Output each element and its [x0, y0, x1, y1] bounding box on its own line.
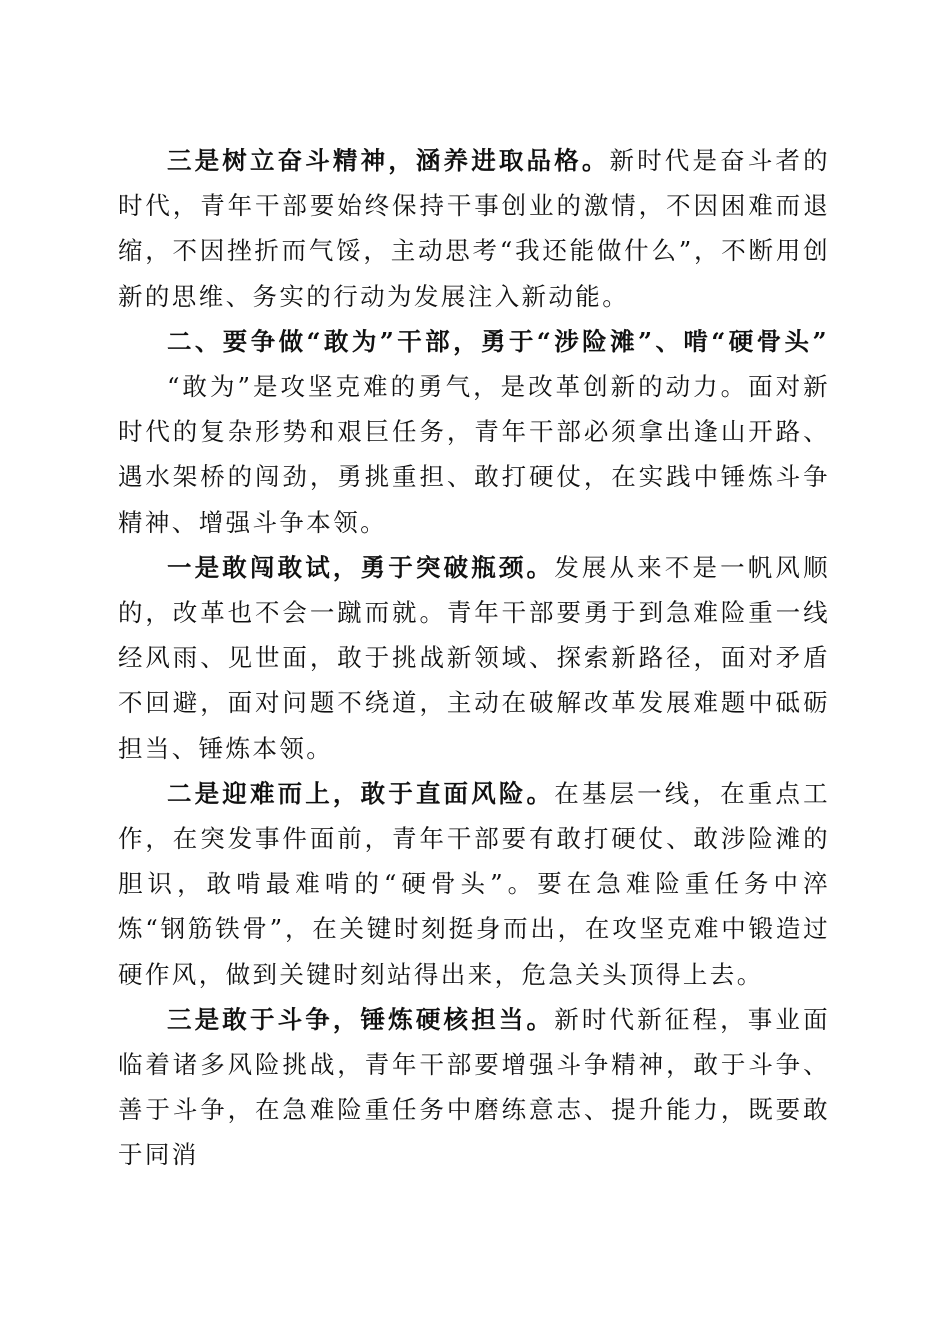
- paragraph-dare-to-try: [118, 545, 830, 771]
- paragraph-text: 新时代新征程，事业面临着诸多风险挑战，青年干部要增强斗争精神，敢于斗争、善于斗争，在急难险重任务中磨练意志、提升能力，既要敢于同消: [118, 1004, 830, 1170]
- section-heading: 二、要争做“敢为”干部，勇于“涉险滩”、啃“硬骨头”: [167, 326, 830, 356]
- paragraph-dare-to-struggle: [118, 997, 830, 1178]
- paragraph-text: 新时代是奋斗者的时代，青年干部要始终保持干事创业的激情，不因困难而退缩，不因挫折而气馁，主动思考“我还能做什么”，不断用创新的思维、务实的行动为发展注入新动能。: [118, 146, 830, 311]
- document-body: [118, 138, 830, 1178]
- paragraph-lead: 三是敢于斗争，锤炼硬核担当。: [167, 1004, 555, 1034]
- paragraph-text: “敢为”是攻坚克难的勇气，是改革创新的动力。面对新时代的复杂形势和艰巨任务，青年干部必须拿出逢山开路、遇水架桥的闯劲，勇挑重担、敢打硬仗，在实践中锤炼斗争精神、增强斗争本领。: [118, 372, 830, 537]
- paragraph-striving-spirit: [118, 138, 830, 319]
- paragraph-face-risks: [118, 771, 830, 997]
- paragraph-intro: [118, 364, 830, 545]
- paragraph-lead: 二是迎难而上，敢于直面风险。: [167, 778, 555, 808]
- paragraph-lead: 一是敢闯敢试，勇于突破瓶颈。: [167, 552, 555, 582]
- paragraph-lead: 三是树立奋斗精神，涵养进取品格。: [167, 146, 610, 175]
- paragraph-text: 发展从来不是一帆风顺的，改革也不会一蹴而就。青年干部要勇于到急难险重一线经风雨、见世面，敢于挑战新领域、探索新路径，面对矛盾不回避，面对问题不绕道，主动在破解改革发展难题中砥砺担当、锤炼本领。: [118, 552, 830, 763]
- paragraph-text: 在基层一线，在重点工作，在突发事件面前，青年干部要有敢打硬仗、敢涉险滩的胆识，敢啃最难啃的“硬骨头”。要在急难险重任务中淬炼“钢筋铁骨”，在关键时刻挺身而出，在攻坚克难中锻造过硬作风，做到关键时刻站得出来，危急关头顶得上去。: [118, 778, 830, 989]
